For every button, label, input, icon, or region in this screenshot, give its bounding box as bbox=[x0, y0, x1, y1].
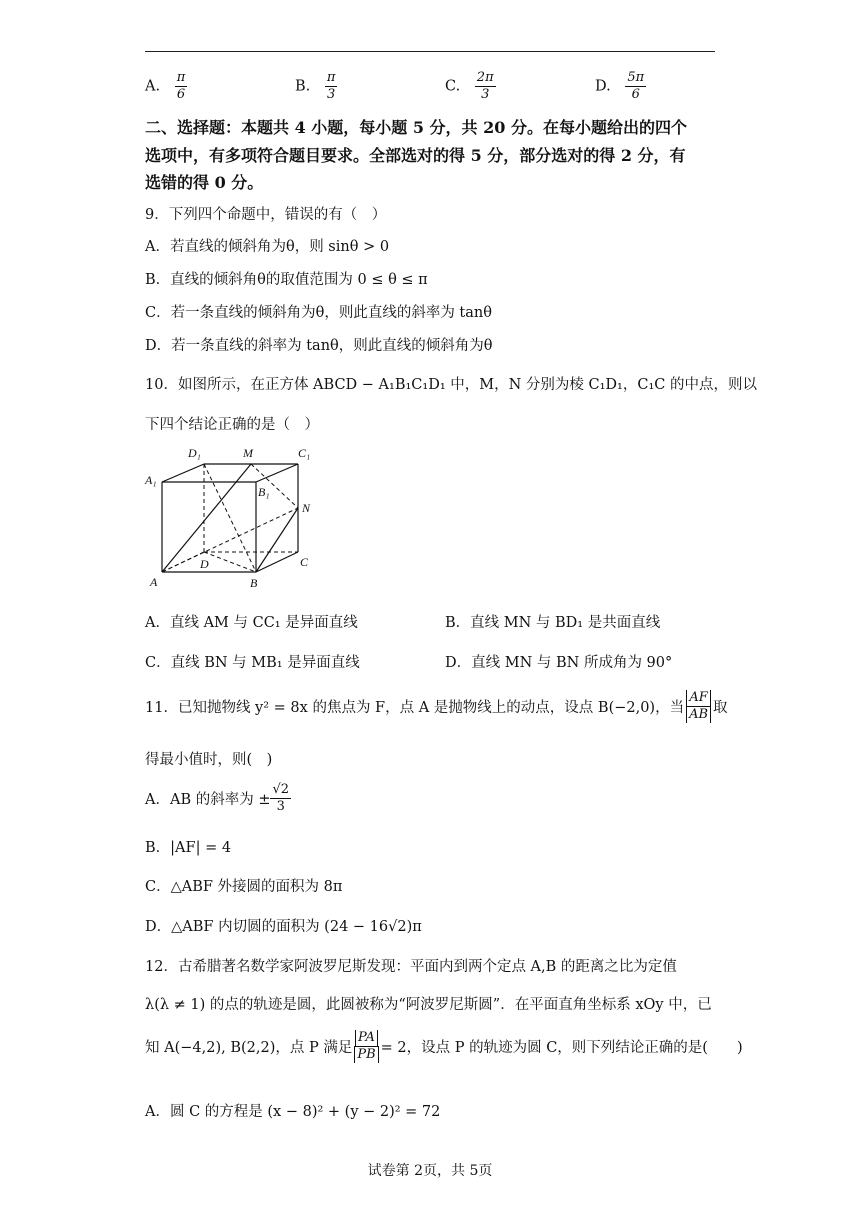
q11-option-d: D．△ABF 内切圆的面积为 (24 − 16√2)π bbox=[145, 919, 422, 935]
fraction-denominator: 6 bbox=[631, 87, 640, 102]
fraction-denominator: PB bbox=[354, 1047, 378, 1063]
fraction bbox=[325, 70, 338, 103]
fraction-denominator: 3 bbox=[327, 87, 336, 102]
q9-option-d: D．若一条直线的斜率为 tanθ，则此直线的倾斜角为θ bbox=[145, 338, 493, 354]
fraction-numerator: PA bbox=[355, 1030, 378, 1046]
q10-option-a: A．直线 AM 与 CC₁ 是异面直线 bbox=[145, 615, 358, 631]
label-b1: B₁ bbox=[258, 485, 270, 499]
q11-option-a bbox=[145, 782, 291, 815]
q12-stem-line2: λ(λ ≠ 1) 的点的轨迹是圆，此圆被称为“阿波罗尼斯圆”．在平面直角坐标系 xOy 中，已 bbox=[145, 997, 712, 1013]
label-a1: A₁ bbox=[145, 473, 157, 487]
q10-stem-line1: 10．如图所示，在正方体 ABCD − A₁B₁C₁D₁ 中，M，N 分别为棱 C₁D₁，C₁C 的中点，则以 bbox=[145, 377, 757, 393]
q11-stem-line2: 得最小值时，则( ) bbox=[145, 752, 273, 768]
label-m: M bbox=[243, 446, 253, 460]
label-c1: C₁ bbox=[298, 446, 311, 460]
fraction bbox=[475, 70, 496, 103]
option-label: D. bbox=[595, 78, 611, 95]
fraction-denominator: 3 bbox=[276, 799, 285, 814]
label-d1: D₁ bbox=[188, 446, 201, 460]
option-label: B. bbox=[295, 78, 311, 95]
fraction-numerator: 2π bbox=[476, 70, 494, 85]
fraction bbox=[175, 70, 188, 103]
q9-stem: 9．下列四个命题中，错误的有（ ） bbox=[145, 207, 387, 223]
q12-stem-line1: 12．古希腊著名数学家阿波罗尼斯发现：平面内到两个定点 A,B 的距离之比为定值 bbox=[145, 959, 677, 975]
q12-stem-text: 知 A(−4,2), B(2,2)，点 P 满足 bbox=[145, 1040, 353, 1056]
fraction-sqrt2-3 bbox=[270, 782, 291, 815]
label-b: B bbox=[250, 576, 258, 590]
fraction-numerator: √2 bbox=[272, 782, 290, 797]
q12-option-a: A．圆 C 的方程是 (x − 8)² + (y − 2)² = 72 bbox=[145, 1104, 441, 1120]
fraction-numerator: π bbox=[176, 70, 186, 85]
fraction-numerator: 5π bbox=[627, 70, 645, 85]
q10-stem-line2: 下四个结论正确的是（ ） bbox=[145, 417, 319, 433]
q10-option-b: B．直线 MN 与 BD₁ 是共面直线 bbox=[445, 615, 661, 631]
fraction-af-ab bbox=[686, 690, 711, 723]
fraction-pa-pb bbox=[354, 1030, 378, 1063]
q10-option-d: D．直线 MN 与 BN 所成角为 90° bbox=[445, 655, 673, 671]
label-n: N bbox=[302, 501, 311, 515]
fraction-denominator: 3 bbox=[481, 87, 490, 102]
q11-option-a-text: A．AB 的斜率为 ± bbox=[145, 792, 271, 808]
q12-stem-tail: = 2，设点 P 的轨迹为圆 C，则下列结论正确的是( ) bbox=[380, 1040, 743, 1056]
fraction-numerator: π bbox=[326, 70, 336, 85]
option-label: C. bbox=[445, 78, 461, 95]
label-d: D bbox=[200, 557, 209, 571]
q12-stem-line3 bbox=[145, 1030, 743, 1063]
fraction-denominator: 6 bbox=[176, 87, 186, 102]
option-label: A. bbox=[145, 78, 161, 95]
q11-stem-text: 11．已知抛物线 y² = 8x 的焦点为 F，点 A 是抛物线上的动点，设点 B(−2,0)，当 bbox=[145, 700, 685, 716]
fraction-denominator: AB bbox=[686, 707, 711, 723]
page-footer: 试卷第 2页，共 5页 bbox=[367, 1163, 493, 1179]
q9-option-a: A．若直线的倾斜角为θ，则 sinθ > 0 bbox=[145, 239, 390, 255]
header-rule bbox=[145, 51, 715, 52]
label-c: C bbox=[300, 555, 309, 569]
section-heading-line3: 选错的得 0 分。 bbox=[145, 173, 264, 192]
fraction bbox=[625, 70, 646, 103]
q8-option-b bbox=[295, 70, 337, 103]
q8-option-a bbox=[145, 70, 187, 103]
q9-option-b: B．直线的倾斜角θ的取值范围为 0 ≤ θ ≤ π bbox=[145, 272, 428, 288]
fraction-numerator: AF bbox=[686, 690, 710, 706]
q8-option-c bbox=[445, 70, 496, 103]
q11-stem-line1 bbox=[145, 690, 728, 723]
q11-option-b: B．|AF| = 4 bbox=[145, 840, 232, 856]
label-a: A bbox=[150, 575, 158, 589]
q10-option-c: C．直线 BN 与 MB₁ 是异面直线 bbox=[145, 655, 360, 671]
cube-figure bbox=[140, 440, 330, 590]
q8-option-d bbox=[595, 70, 646, 103]
q11-option-c: C．△ABF 外接圆的面积为 8π bbox=[145, 879, 343, 895]
q11-stem-tail: 取 bbox=[713, 700, 728, 716]
q9-option-c: C．若一条直线的倾斜角为θ，则此直线的斜率为 tanθ bbox=[145, 305, 492, 321]
section-heading-line2: 选项中，有多项符合题目要求。全部选对的得 5 分，部分选对的得 2 分，有 bbox=[145, 146, 686, 165]
section-heading-line1: 二、选择题：本题共 4 小题，每小题 5 分，共 20 分。在每小题给出的四个 bbox=[145, 118, 687, 137]
